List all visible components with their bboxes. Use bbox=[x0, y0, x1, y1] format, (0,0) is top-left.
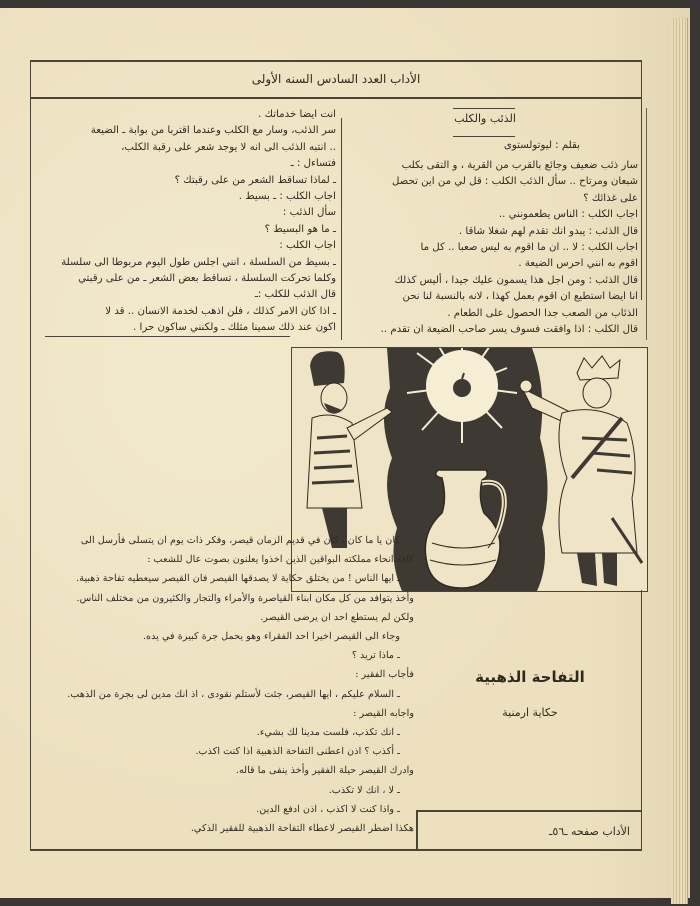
page-edge-stack bbox=[671, 18, 688, 904]
paragraph-line: ـ ما هو البسيط ؟ bbox=[264, 223, 336, 235]
paragraph-line: انا ايضا استطيع ان اقوم بعمل كهذا ، لانه بالنسبة لنا نحن bbox=[402, 291, 638, 303]
article-title-wolf-dog: الذئب والكلب bbox=[454, 112, 516, 125]
paragraph-line: فأجاب الفقير : bbox=[355, 669, 414, 681]
paragraph-line: قال الذئب : يبدو انك تقدم لهم شغلا شاقا . bbox=[458, 225, 638, 237]
wolf-dog-left-column bbox=[38, 107, 336, 337]
paragraph-line: ـ ايها الناس ! من يختلق حكاية لا يصدقها القيصر فان القيصر سيعطيه تفاحة ذهبية. bbox=[76, 573, 400, 585]
article-title-golden-apple: التفاحة الذهبية bbox=[475, 668, 585, 686]
title-rule-top bbox=[453, 108, 515, 109]
byline: بقلم : ليوتولستوى bbox=[503, 140, 580, 151]
paragraph-line: اجاب الكلب : ـ بسيط . bbox=[238, 191, 336, 203]
title-rule-bottom bbox=[453, 136, 515, 137]
paragraph-line: ـ واذا كنت لا اكذب ، اذن ادفع الدين. bbox=[256, 803, 400, 815]
paragraph-line: شبعان ومرتاح .. سأل الذئب الكلب : قل لي من اين تحصل bbox=[391, 176, 638, 188]
paragraph-line: ـ اذا كان الامر كذلك ، فلن اذهب لخدمة الانسان .. قد لا bbox=[105, 305, 336, 317]
paragraph-line: هكذا اضطر القيصر لاعطاء التفاحة الذهبية للفقير الذكي. bbox=[190, 823, 414, 835]
paragraph-line: اجاب الكلب : الناس يطعمونني .. bbox=[498, 209, 638, 221]
paragraph-line: على غذائك ؟ bbox=[583, 192, 638, 204]
story-bottom-rule bbox=[30, 849, 642, 851]
paragraph-line: قال الذئب : ومن اجل هذا يسمون عليك جيدا ، أليس كذلك bbox=[394, 274, 638, 286]
paragraph-line: وكلما تحركت السلسلة ، تساقط بعض الشعر ـ من على رقبتي bbox=[78, 273, 336, 285]
paragraph-line: ـ أكذب ؟ اذن اعطنى التفاحة الذهبية اذا كنت اكذب. bbox=[195, 746, 400, 758]
issue-header: الأداب العدد السادس السنه الأولى bbox=[251, 71, 421, 86]
page-number-label: الأداب صفحه ـ٥٦ـ bbox=[549, 825, 630, 838]
header-bottom-rule bbox=[30, 97, 642, 99]
article-subtitle: حكاية ارمنية bbox=[502, 706, 558, 719]
paragraph-line: سار ذئب ضعيف وجائع بالقرب من القرية ، و التقى بكلب bbox=[401, 160, 638, 171]
magazine-page bbox=[0, 8, 690, 898]
paragraph-line: كافة انحاء مملكته البواقين الذين اخذوا يعلنون بصوت عال للشعب : bbox=[147, 554, 414, 566]
paragraph-line: انت ايضا خدماتك . bbox=[258, 109, 336, 120]
paragraph-line: .. انتبه الذئب الى انه لا يوجد شعر على رقبة الكلب، bbox=[121, 141, 336, 153]
paragraph-line: اقوم به انني احرس الضيعة . bbox=[518, 258, 638, 270]
paragraph-line: قال الكلب : اذا وافقت فسوف يسر صاحب الضيعة ان تقدم .. bbox=[380, 324, 638, 336]
footer-box-top bbox=[416, 810, 642, 812]
paragraph-line: ولكن لم يستطع احد ان يرضى القيصر. bbox=[260, 611, 414, 623]
paragraph-line: اجاب الكلب : bbox=[279, 240, 336, 252]
paragraph-line: فتساءل : ـ bbox=[290, 158, 336, 170]
footer-box-left bbox=[416, 810, 418, 850]
paragraph-line: الذئاب من الصعب جدا الحصول على الطعام . bbox=[447, 307, 638, 319]
paragraph-line: ـ ماذا تريد ؟ bbox=[351, 650, 400, 662]
paragraph-line: وادرك القيصر حيلة الفقير وأخذ ينفى ما قاله. bbox=[235, 765, 414, 777]
paragraph-line: اكون عند ذلك سمينا مثلك ـ ولكنني ساكون حرا . bbox=[133, 322, 336, 334]
paragraph-line: واجابه القيصر : bbox=[353, 707, 414, 719]
column-divider-right bbox=[646, 108, 647, 340]
paragraph-line: ـ انك تكذب، فلست مدينا لك بشيء. bbox=[256, 727, 400, 739]
paragraph-line: وجاء الى القيصر اخيرا احد الفقراء وهو يحمل جرة كبيرة في يده. bbox=[142, 631, 400, 643]
paragraph-line: كان يا ما كان ، كان في قديم الزمان قيصر، وفكر ذات يوم ان يتسلى فأرسل الى bbox=[80, 535, 400, 546]
paragraph-line: سر الذئب، وسار مع الكلب وعندما اقتربا من بوابة ـ الضيعة bbox=[90, 125, 336, 137]
section-divider bbox=[45, 336, 290, 337]
paragraph-line: ـ السلام عليكم ، ايها القيصر، جئت لأستلم نقودى ، اذ انك مدين لى بجرة من الذهب. bbox=[67, 688, 400, 700]
wolf-dog-right-column bbox=[348, 158, 638, 338]
paragraph-line: اجاب الكلب : لا .. ان ما اقوم به ليس صعبا .. كل ما bbox=[420, 242, 638, 254]
paragraph-line: وأخذ يتوافد من كل مكان ابناء القياصرة والأمراء والتجار والكثيرون من مختلف الناس. bbox=[76, 592, 414, 604]
column-divider bbox=[341, 118, 342, 340]
paragraph-line: ـ لماذا تساقط الشعر من على رقبتك ؟ bbox=[174, 174, 336, 186]
golden-apple-story bbox=[42, 531, 414, 838]
paragraph-line: قال الذئب للكلب :ـ bbox=[254, 289, 336, 301]
paragraph-line: ـ لا ، انك لا تكذب. bbox=[328, 784, 400, 796]
paragraph-line: ـ بسيط من السلسلة ، انني اجلس طول اليوم مربوطا الى سلسلة bbox=[61, 256, 336, 268]
paragraph-line: سأل الذئب : bbox=[282, 207, 336, 219]
story-left-rule bbox=[30, 338, 31, 850]
